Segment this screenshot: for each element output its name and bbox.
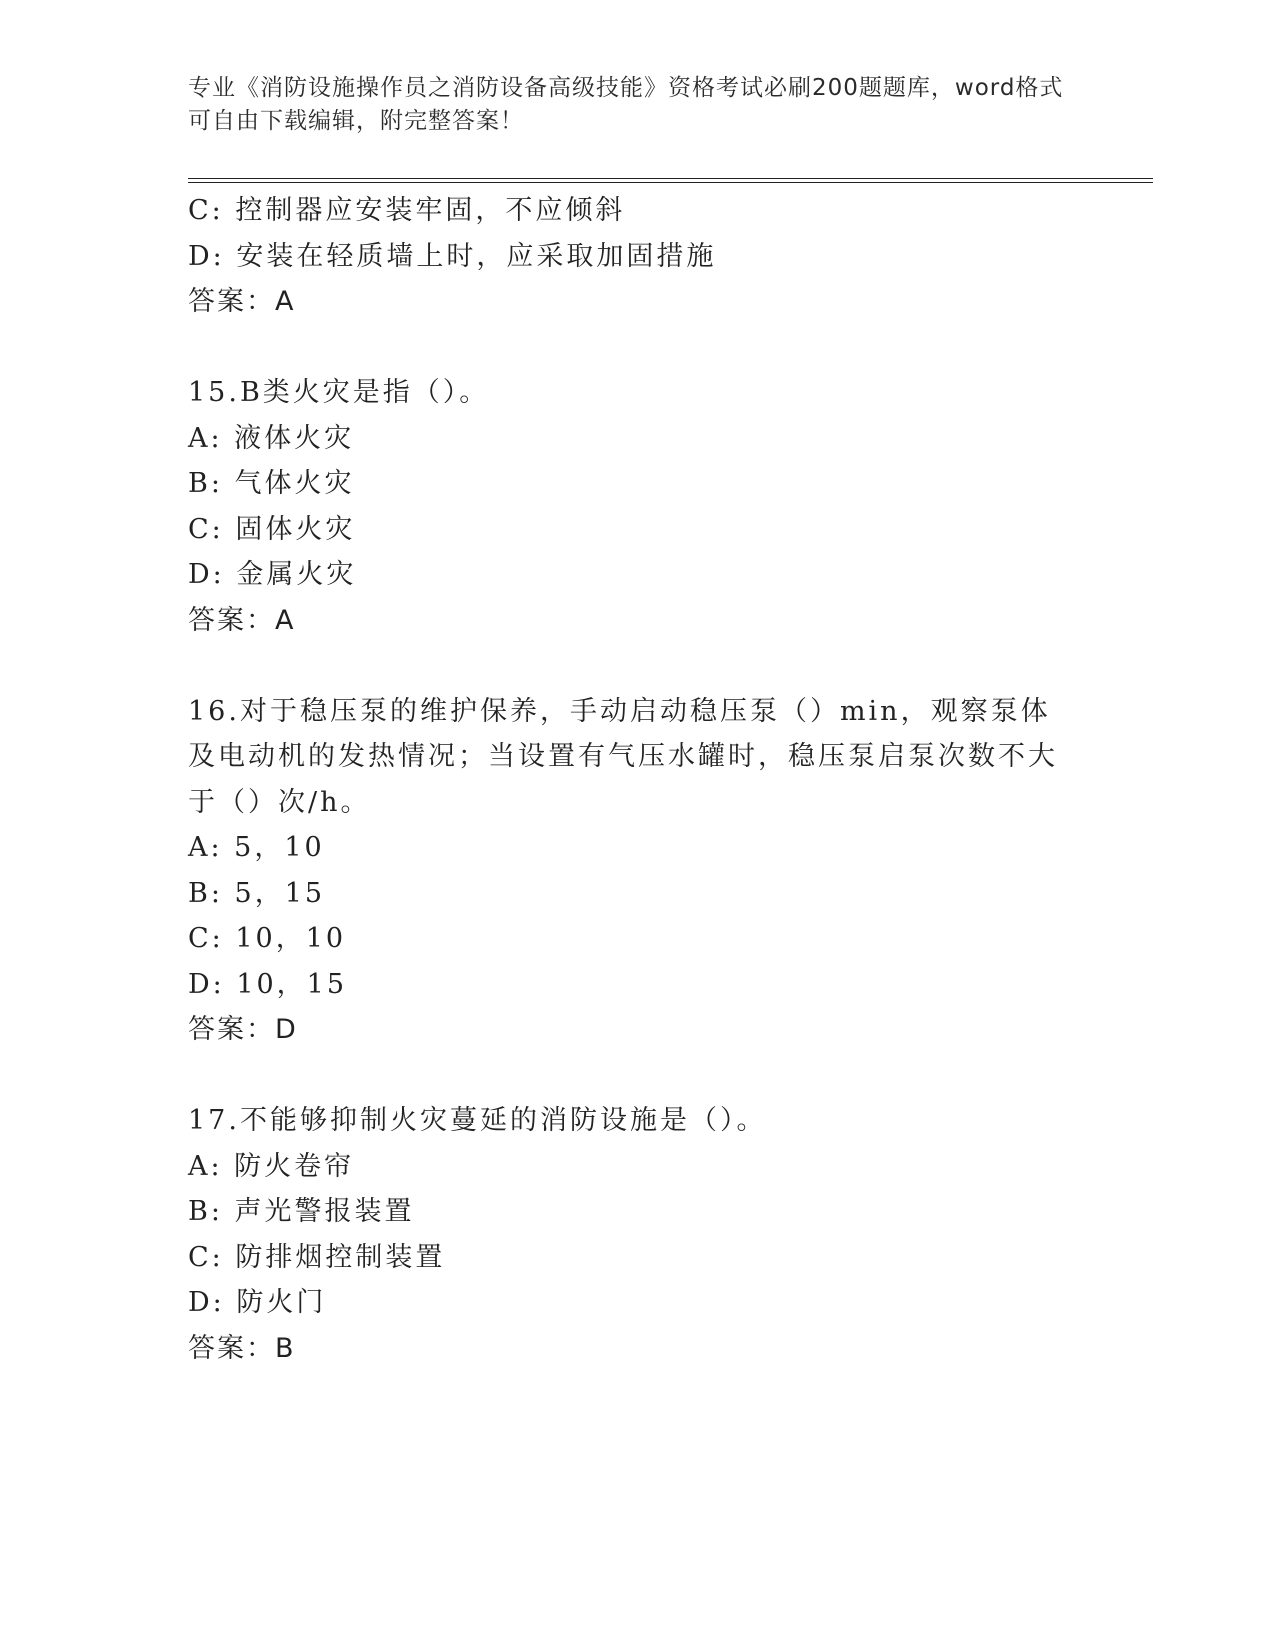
question-stem-16: 16.对于稳压泵的维护保养，手动启动稳压泵（）min，观察泵体及电动机的发热情况；当设置有气压水罐时，稳压泵启泵次数不大于（）次/h。 xyxy=(188,695,1058,818)
option-a: A: 防火卷帘 xyxy=(188,1150,355,1182)
option-a: A: 5，10 xyxy=(188,832,325,863)
header-rule-top xyxy=(188,178,1153,179)
option-b: B: 5，15 xyxy=(188,877,326,909)
answer-line: 答案：B xyxy=(188,1332,296,1364)
header-rule-bottom xyxy=(188,182,1153,183)
answer-line: 答案：A xyxy=(188,286,296,317)
option-d: D: 防火门 xyxy=(188,1287,327,1318)
option-b: B: 声光警报装置 xyxy=(188,1196,415,1227)
document-header: 专业《消防设施操作员之消防设备高级技能》资格考试必刷200题题库，word格式可自由下载编辑，附完整答案！ xyxy=(188,75,1064,134)
option-a: A: 液体火灾 xyxy=(188,422,355,454)
option-d: D: 10，15 xyxy=(188,968,348,1000)
answer-line: 答案：D xyxy=(188,1014,298,1045)
option-c: C: 10，10 xyxy=(188,923,347,954)
spacer xyxy=(188,1053,1078,1099)
spacer xyxy=(188,643,1078,689)
document-body xyxy=(188,188,1078,1371)
option-c: C: 防排烟控制装置 xyxy=(188,1241,446,1273)
option-c: C: 控制器应安装牢固，不应倾斜 xyxy=(188,195,626,226)
option-c: C: 固体火灾 xyxy=(188,513,356,545)
question-stem-15: 15.B类火灾是指（）。 xyxy=(188,377,490,408)
answer-line: 答案：A xyxy=(188,604,296,636)
option-b: B: 气体火灾 xyxy=(188,468,355,499)
option-d: D: 安装在轻质墙上时，应采取加固措施 xyxy=(188,240,717,272)
option-d: D: 金属火灾 xyxy=(188,559,357,590)
question-stem-17: 17.不能够抑制火灾蔓延的消防设施是（）。 xyxy=(188,1105,767,1136)
spacer xyxy=(188,325,1078,371)
